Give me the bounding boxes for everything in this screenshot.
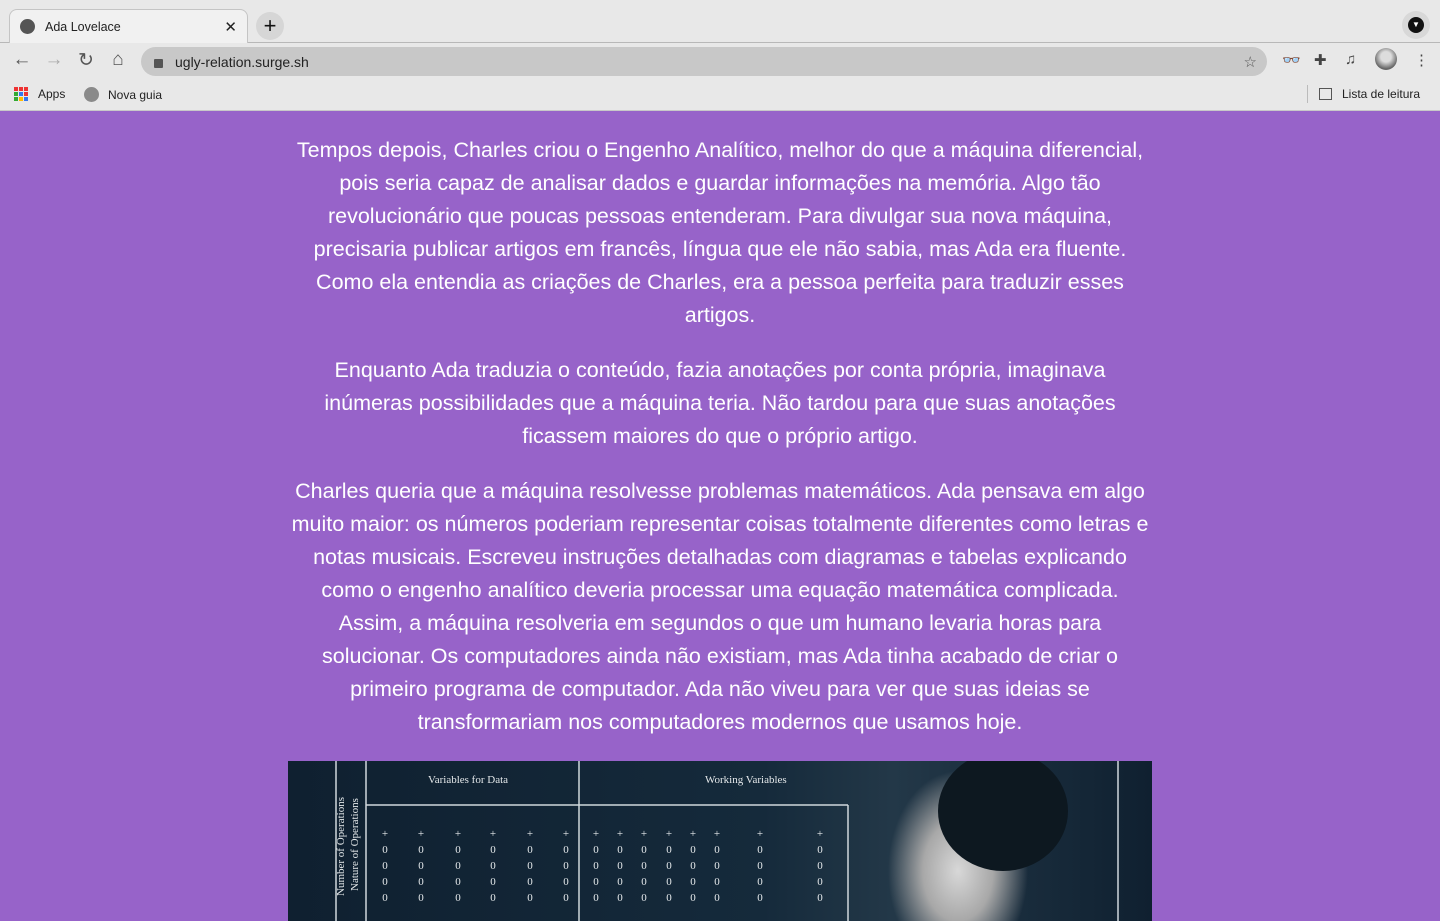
table-cell-glyph: 0 <box>617 860 623 872</box>
lock-icon <box>154 59 163 68</box>
profile-avatar[interactable] <box>1375 48 1397 70</box>
table-cell-glyph: 0 <box>563 876 569 888</box>
extension-glasses-icon[interactable]: 👓 <box>1282 52 1301 69</box>
side-label: Nature of Operations <box>349 798 361 891</box>
table-cell-glyph: 0 <box>382 892 388 904</box>
table-cell-glyph: + <box>689 828 697 840</box>
chevron-down-icon: ▼ <box>1408 17 1424 33</box>
table-cell-glyph: 0 <box>418 876 424 888</box>
table-cell-glyph: 0 <box>418 844 424 856</box>
table-cell-glyph: 0 <box>418 860 424 872</box>
kebab-menu-icon[interactable]: ⋮ <box>1414 52 1429 69</box>
address-bar[interactable] <box>141 47 1267 76</box>
table-cell-glyph: + <box>417 828 425 840</box>
close-tab-icon[interactable]: ✕ <box>224 18 237 36</box>
tab-bar <box>0 0 1440 43</box>
article-content <box>288 111 1152 739</box>
table-cell-glyph: 0 <box>714 860 720 872</box>
table-cell-glyph: 0 <box>455 876 461 888</box>
back-button[interactable]: ← <box>12 49 32 70</box>
table-cell-glyph: 0 <box>714 844 720 856</box>
table-header: Working Variables <box>705 774 787 786</box>
bookmark-label: Apps <box>38 87 66 101</box>
table-cell-glyph: 0 <box>757 876 763 888</box>
bookmark-apps[interactable] <box>14 87 65 101</box>
globe-icon <box>20 19 35 34</box>
table-cell-glyph: 0 <box>593 844 599 856</box>
table-cell-glyph: 0 <box>666 844 672 856</box>
table-cell-glyph: 0 <box>527 860 533 872</box>
table-cell-glyph: 0 <box>617 876 623 888</box>
table-cell-glyph: + <box>489 828 497 840</box>
paragraph: Charles queria que a máquina resolvesse problemas matemáticos. Ada pensava em algo muito maior: os números poderiam representar coisas totalmente diferentes como letras e notas musicais. Escreveu instruções detalhadas com diagramas e tabelas explicando como o engenho analítico deveria processar uma equação matemática complicada. Assim, a máquina resolveria em segundos o que um humano levaria horas para solucionar. Os computadores ainda não existiam, mas Ada tinha acabado de criar o primeiro programa de computador. Ada não viveu para ver que suas ideias se transformariam nos computadores modernos que usamos hoje. <box>291 479 1149 734</box>
tab-active[interactable] <box>9 9 248 43</box>
table-cell-glyph: 0 <box>714 876 720 888</box>
table-cell-glyph: + <box>713 828 721 840</box>
globe-icon <box>84 87 99 102</box>
table-cell-glyph: + <box>616 828 624 840</box>
table-cell-glyph: 0 <box>382 844 388 856</box>
table-cell-glyph: 0 <box>593 876 599 888</box>
tab-title: Ada Lovelace <box>45 19 121 34</box>
media-control-icon[interactable]: ♫ <box>1345 51 1357 68</box>
table-cell-glyph: 0 <box>641 844 647 856</box>
bookmark-star-icon[interactable]: ☆ <box>1243 53 1257 71</box>
forward-button[interactable]: → <box>44 49 64 70</box>
table-cell-glyph: 0 <box>418 892 424 904</box>
reading-list-icon <box>1319 88 1332 100</box>
table-cell-glyph: + <box>381 828 389 840</box>
apps-grid-icon <box>14 87 28 101</box>
paragraph: Enquanto Ada traduzia o conteúdo, fazia anotações por conta própria, imaginava inúmeras possibilidades que a máquina teria. Não tardou para que suas anotações ficassem maiores do que o próprio artigo. <box>324 358 1116 448</box>
extensions-puzzle-icon[interactable]: ✚ <box>1314 52 1327 69</box>
table-cell-glyph: + <box>756 828 764 840</box>
url-text: ugly-relation.surge.sh <box>175 53 309 70</box>
table-cell-glyph: 0 <box>490 844 496 856</box>
new-tab-button[interactable]: + <box>256 12 284 40</box>
table-cell-glyph: 0 <box>757 892 763 904</box>
ada-lovelace-diagram-image <box>288 761 1152 921</box>
table-cell-glyph: 0 <box>690 892 696 904</box>
table-cell-glyph: + <box>640 828 648 840</box>
tab-search-button[interactable] <box>1402 11 1430 39</box>
table-cell-glyph: 0 <box>617 892 623 904</box>
table-cell-glyph: 0 <box>641 860 647 872</box>
table-cell-glyph: 0 <box>382 876 388 888</box>
table-cell-glyph: 0 <box>666 860 672 872</box>
table-cell-glyph: 0 <box>757 844 763 856</box>
side-label: Number of Operations <box>335 797 347 896</box>
divider <box>1307 85 1308 103</box>
table-cell-glyph: + <box>526 828 534 840</box>
table-cell-glyph: 0 <box>690 876 696 888</box>
table-cell-glyph: 0 <box>666 876 672 888</box>
table-cell-glyph: 0 <box>490 892 496 904</box>
table-cell-glyph: 0 <box>563 860 569 872</box>
table-cell-glyph: 0 <box>817 876 823 888</box>
table-cell-glyph: 0 <box>666 892 672 904</box>
table-cell-glyph: 0 <box>817 892 823 904</box>
table-cell-glyph: 0 <box>617 844 623 856</box>
table-cell-glyph: 0 <box>641 876 647 888</box>
home-button[interactable]: ⌂ <box>112 49 124 70</box>
table-cell-glyph: 0 <box>527 876 533 888</box>
table-cell-glyph: + <box>816 828 824 840</box>
table-cell-glyph: 0 <box>455 860 461 872</box>
table-cell-glyph: 0 <box>690 844 696 856</box>
bookmarks-bar <box>0 79 1440 110</box>
table-cell-glyph: 0 <box>714 892 720 904</box>
table-cell-glyph: 0 <box>593 892 599 904</box>
paragraph: Tempos depois, Charles criou o Engenho Analítico, melhor do que a máquina diferencial, pois seria capaz de analisar dados e guardar informações na memória. Algo tão revolucionário que poucas pessoas entenderam. Para divulgar sua nova máquina, precisaria publicar artigos em francês, língua que ele não sabia, mas Ada era fluente. Como ela entendia as criações de Charles, era a pessoa perfeita para traduzir esses artigos. <box>296 138 1144 327</box>
table-cell-glyph: 0 <box>527 892 533 904</box>
reading-list-label: Lista de leitura <box>1342 87 1421 101</box>
table-cell-glyph: 0 <box>690 860 696 872</box>
table-cell-glyph: 0 <box>593 860 599 872</box>
table-cell-glyph: 0 <box>817 844 823 856</box>
table-cell-glyph: 0 <box>563 892 569 904</box>
browser-chrome <box>0 0 1440 111</box>
table-cell-glyph: 0 <box>455 844 461 856</box>
table-cell-glyph: 0 <box>563 844 569 856</box>
toolbar <box>0 43 1440 79</box>
table-cell-glyph: + <box>592 828 600 840</box>
note-g-table <box>288 761 1152 921</box>
table-cell-glyph: + <box>665 828 673 840</box>
reload-button[interactable]: ↻ <box>78 50 94 71</box>
bookmark-label: Nova guia <box>108 87 163 102</box>
table-cell-glyph: 0 <box>490 860 496 872</box>
table-cell-glyph: + <box>454 828 462 840</box>
table-cell-glyph: 0 <box>382 860 388 872</box>
reading-list-button[interactable] <box>1319 87 1420 101</box>
table-cell-glyph: + <box>562 828 570 840</box>
bookmark-nova-guia[interactable] <box>84 87 162 102</box>
table-header: Variables for Data <box>428 774 509 786</box>
table-cell-glyph: 0 <box>527 844 533 856</box>
table-cell-glyph: 0 <box>817 860 823 872</box>
table-cell-glyph: 0 <box>757 860 763 872</box>
table-cell-glyph: 0 <box>490 876 496 888</box>
table-cell-glyph: 0 <box>455 892 461 904</box>
table-cell-glyph: 0 <box>641 892 647 904</box>
